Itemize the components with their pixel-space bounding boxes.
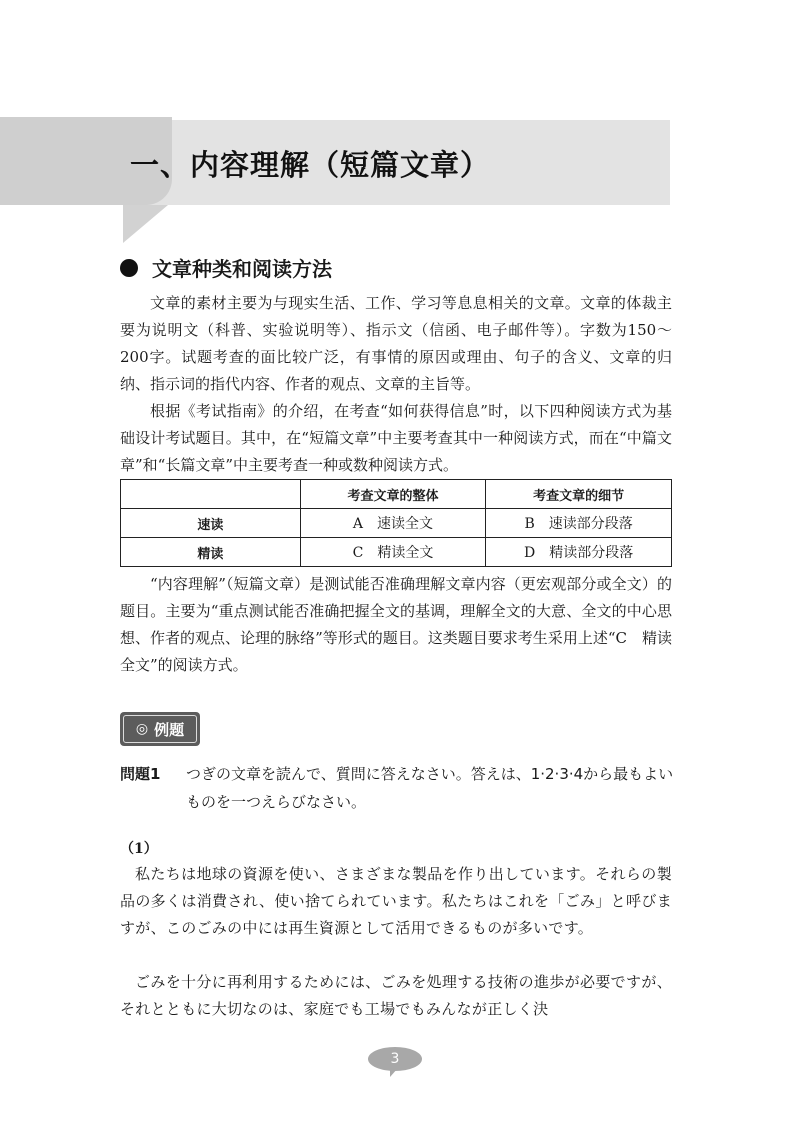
- table-header-row: [121, 480, 672, 509]
- title-tab-tail: [123, 205, 168, 243]
- section-heading: [120, 253, 332, 282]
- after-table-paragraph: “内容理解”（短篇文章）是测试能否准确理解文章内容（更宏观部分或全文）的题目。主要为“重点测试能否准确把握全文的基调，理解全文的大意、全文的中心思想、作者的观点、论理的脉络”等形式的题目。这类题目要求考生采用上述“C 精读全文”的阅读方式。: [120, 575, 672, 674]
- page-number-bubble: [368, 1047, 422, 1077]
- table-header-cell: 考查文章的细节: [486, 480, 672, 509]
- table-cell: A 速读全文: [300, 509, 486, 538]
- intro-paragraph-1: 文章的素材主要为与现实生活、工作、学习等息息相关的文章。文章的体裁主要为说明文（科普、实验说明等）、指示文（信函、电子邮件等）。字数为150～200字。试题考查的面比较广泛，有事情的原因或理由、句子的含义、文章的归纳、指示词的指代内容、作者的观点、文章的主旨等。: [120, 294, 672, 393]
- table-cell: D 精读部分段落: [486, 538, 672, 567]
- question-text: つぎの文章を読んで、質問に答えなさい。答えは、1·2·3·4から最もよいものを一つえらびなさい。: [186, 765, 674, 811]
- example-badge: [120, 712, 200, 746]
- table-header-cell: [121, 480, 301, 509]
- table-row-label: 速读: [121, 509, 301, 538]
- example-label: 例题: [154, 720, 185, 739]
- section-heading-text: 文章种类和阅读方法: [152, 257, 332, 281]
- table-row: [121, 509, 672, 538]
- table-row-label: 精读: [121, 538, 301, 567]
- bullet-icon: [120, 259, 138, 277]
- reading-methods-table: [120, 479, 672, 567]
- passage-number: （1）: [120, 841, 158, 857]
- passage-paragraph-2: ごみを十分に再利用するためには、ごみを処理する技術の進歩が必要ですが、それとともに大切なのは、家庭でも工場でもみんなが正しく決: [120, 973, 672, 1018]
- table-cell: C 精读全文: [300, 538, 486, 567]
- chapter-title: 一、内容理解（短篇文章）: [130, 148, 491, 182]
- question: [120, 760, 680, 816]
- passage-paragraph-1: 私たちは地球の資源を使い、さまざまな製品を作り出しています。それらの製品の多くは消費され、使い捨てられています。私たちはこれを「ごみ」と呼びますが、このごみの中には再生資源として活用できるものが多いです。: [120, 865, 672, 937]
- table-cell: B 速读部分段落: [486, 509, 672, 538]
- table-header-cell: 考查文章的整体: [300, 480, 486, 509]
- circle-mark-icon: ◎: [135, 721, 149, 737]
- intro-paragraph-2: 根据《考试指南》的介绍，在考查“如何获得信息”时，以下四种阅读方式为基础设计考试题目。其中，在“短篇文章”中主要考查其中一种阅读方式，而在“中篇文章”和“长篇文章”中主要考查一种或数种阅读方式。: [120, 402, 672, 474]
- page-number: 3: [368, 1047, 422, 1071]
- table-row: [121, 538, 672, 567]
- question-number: 問題1: [120, 765, 161, 783]
